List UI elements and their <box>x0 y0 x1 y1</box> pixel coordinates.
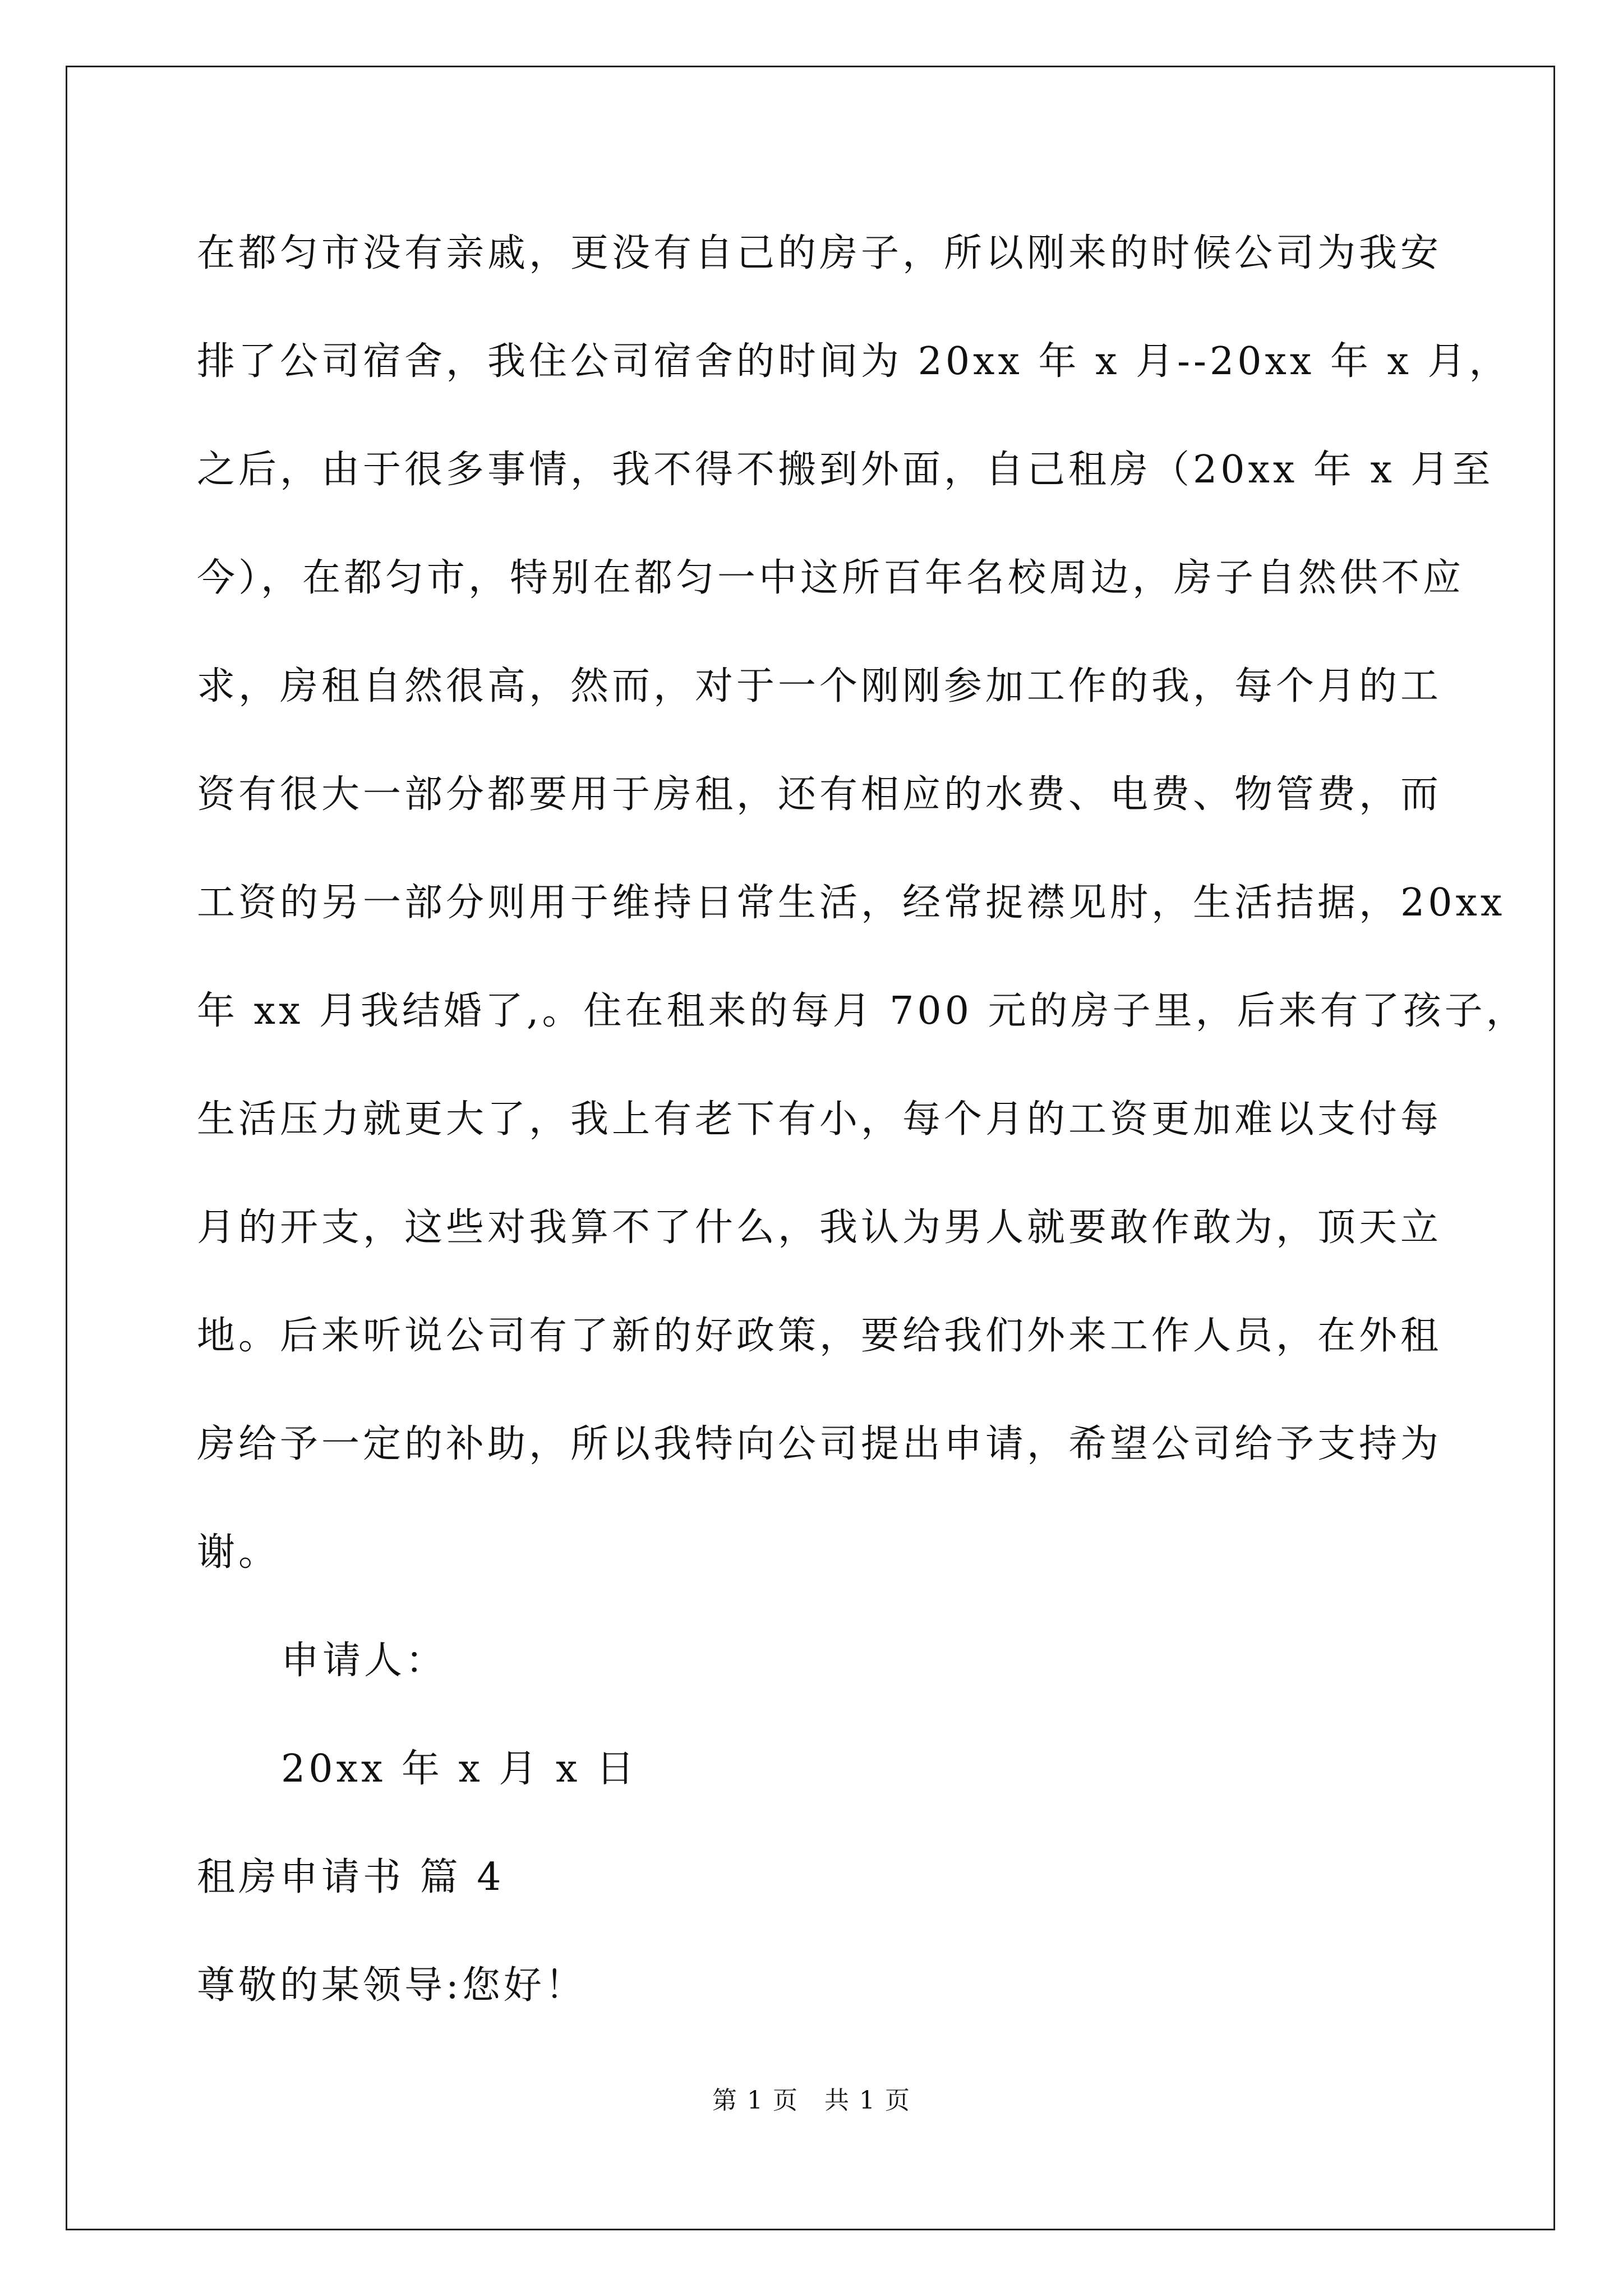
page-footer: 第 1 页 共 1 页 <box>712 2086 911 2115</box>
paragraph-line: 工资的另一部分则用于维持日常生活，经常捉襟见肘，生活拮据，20xx <box>197 881 1506 925</box>
paragraph-line: 地。后来听说公司有了新的好政策，要给我们外来工作人员，在外租 <box>197 1314 1442 1358</box>
paragraph-line: 今），在都匀市，特别在都匀一中这所百年名校周边，房子自然供不应 <box>197 556 1465 600</box>
section-heading: 租房申请书 篇 4 <box>197 1855 505 1899</box>
paragraph-line: 在都匀市没有亲戚，更没有自己的房子，所以刚来的时候公司为我安 <box>197 231 1442 275</box>
paragraph-line: 房给予一定的补助，所以我特向公司提出申请，希望公司给予支持为 <box>197 1422 1442 1466</box>
paragraph-line: 资有很大一部分都要用于房租，还有相应的水费、电费、物管费，而 <box>197 772 1442 817</box>
paragraph-line: 谢。 <box>197 1530 280 1575</box>
application-date: 20xx 年 x 月 x 日 <box>281 1747 638 1791</box>
document-body <box>197 199 1528 2040</box>
paragraph-line: 月的开支，这些对我算不了什么，我认为男人就要敢作敢为，顶天立 <box>197 1205 1442 1250</box>
applicant-label: 申请人： <box>281 1639 448 1683</box>
paragraph-line: 求，房租自然很高，然而，对于一个刚刚参加工作的我，每个月的工 <box>197 664 1442 708</box>
paragraph-line: 之后，由于很多事情，我不得不搬到外面，自己租房（20xx 年 x 月至 <box>197 448 1494 492</box>
salutation: 尊敬的某领导:您好！ <box>197 1963 587 2008</box>
paragraph-line: 排了公司宿舍，我住公司宿舍的时间为 20xx 年 x 月--20xx 年 x 月， <box>197 339 1511 384</box>
paragraph-line: 年 xx 月我结婚了,。住在租来的每月 700 元的房子里，后来有了孩子， <box>197 989 1528 1033</box>
paragraph-line: 生活压力就更大了，我上有老下有小，每个月的工资更加难以支付每 <box>197 1097 1442 1142</box>
